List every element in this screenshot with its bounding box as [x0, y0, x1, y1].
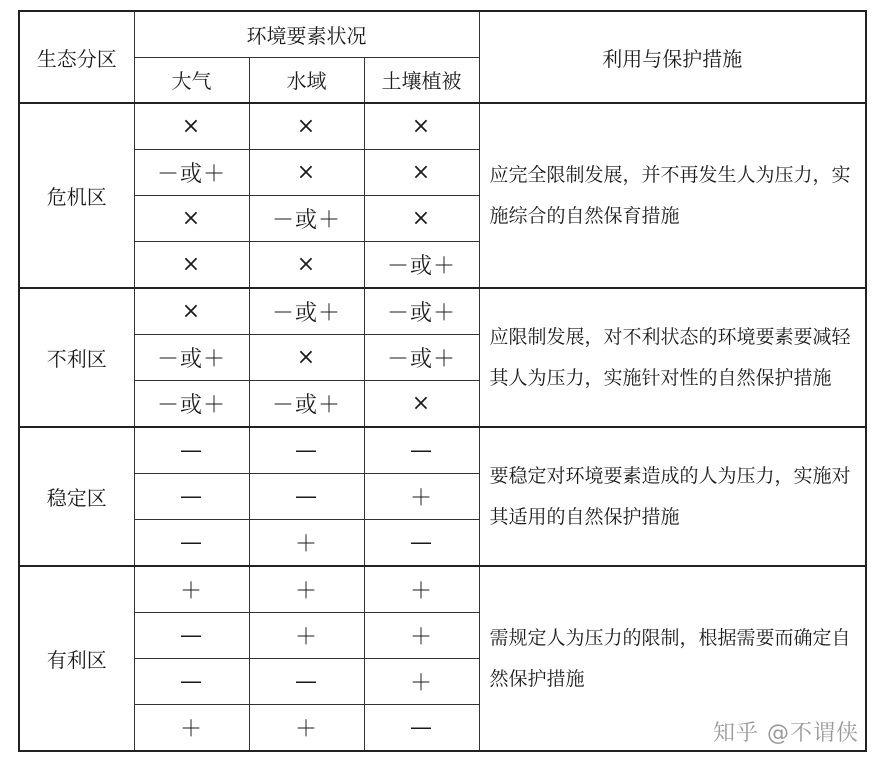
status-cell: ×: [134, 103, 249, 149]
status-cell: —: [134, 612, 249, 658]
zone-name: 有利区: [19, 566, 134, 751]
status-cell: ×: [249, 334, 364, 380]
status-cell: －或＋: [364, 334, 479, 380]
header-zone: 生态分区: [19, 11, 134, 103]
table-body: [19, 103, 866, 751]
zone-measures: 应限制发展，对不利状态的环境要素要减轻其人为压力，实施针对性的自然保护措施: [479, 288, 866, 427]
status-cell: —: [134, 520, 249, 566]
status-cell: —: [134, 427, 249, 473]
zone-name: 不利区: [19, 288, 134, 427]
header-measures: 利用与保护措施: [479, 11, 866, 103]
status-cell: —: [249, 473, 364, 519]
status-cell: －或＋: [364, 288, 479, 334]
status-cell: ＋: [249, 612, 364, 658]
status-cell: ×: [249, 103, 364, 149]
status-cell: ×: [134, 242, 249, 288]
table-row: [19, 103, 866, 149]
status-cell: —: [134, 473, 249, 519]
status-cell: —: [364, 705, 479, 751]
zone-measures: 要稳定对环境要素造成的人为压力，实施对其适用的自然保护措施: [479, 427, 866, 566]
table-row: [19, 566, 866, 612]
status-cell: －或＋: [249, 381, 364, 427]
zone-name: 危机区: [19, 103, 134, 288]
status-cell: ＋: [249, 566, 364, 612]
header-col-water: 水域: [249, 57, 364, 103]
zone-measures: 应完全限制发展，并不再发生人为压力，实施综合的自然保育措施: [479, 103, 866, 288]
status-cell: ＋: [134, 705, 249, 751]
status-cell: ＋: [364, 473, 479, 519]
table-row: [19, 288, 866, 334]
status-cell: ×: [364, 381, 479, 427]
status-cell: －或＋: [364, 242, 479, 288]
status-cell: —: [364, 520, 479, 566]
status-cell: —: [249, 427, 364, 473]
status-cell: ×: [364, 196, 479, 242]
status-cell: ＋: [364, 659, 479, 705]
table-row: [19, 427, 866, 473]
status-cell: －或＋: [249, 288, 364, 334]
header-col-atmosphere: 大气: [134, 57, 249, 103]
status-cell: －或＋: [249, 196, 364, 242]
status-cell: ×: [249, 149, 364, 195]
status-cell: ×: [249, 242, 364, 288]
status-cell: —: [249, 659, 364, 705]
ecological-zoning-table: [18, 10, 867, 752]
status-cell: －或＋: [134, 381, 249, 427]
status-cell: －或＋: [134, 334, 249, 380]
status-cell: ×: [134, 196, 249, 242]
status-cell: —: [364, 427, 479, 473]
status-cell: ＋: [249, 520, 364, 566]
status-cell: ×: [134, 288, 249, 334]
status-cell: ＋: [364, 612, 479, 658]
status-cell: ＋: [134, 566, 249, 612]
status-cell: ×: [364, 149, 479, 195]
zone-measures: 需规定人为压力的限制，根据需要而确定自然保护措施: [479, 566, 866, 751]
header-col-soil-vegetation: 土壤植被: [364, 57, 479, 103]
status-cell: ＋: [249, 705, 364, 751]
status-cell: ＋: [364, 566, 479, 612]
watermark: 知乎 @不谓侠: [713, 721, 859, 746]
zone-name: 稳定区: [19, 427, 134, 566]
status-cell: ×: [364, 103, 479, 149]
status-cell: —: [134, 659, 249, 705]
header-env-group: 环境要素状况: [134, 11, 479, 57]
status-cell: －或＋: [134, 149, 249, 195]
